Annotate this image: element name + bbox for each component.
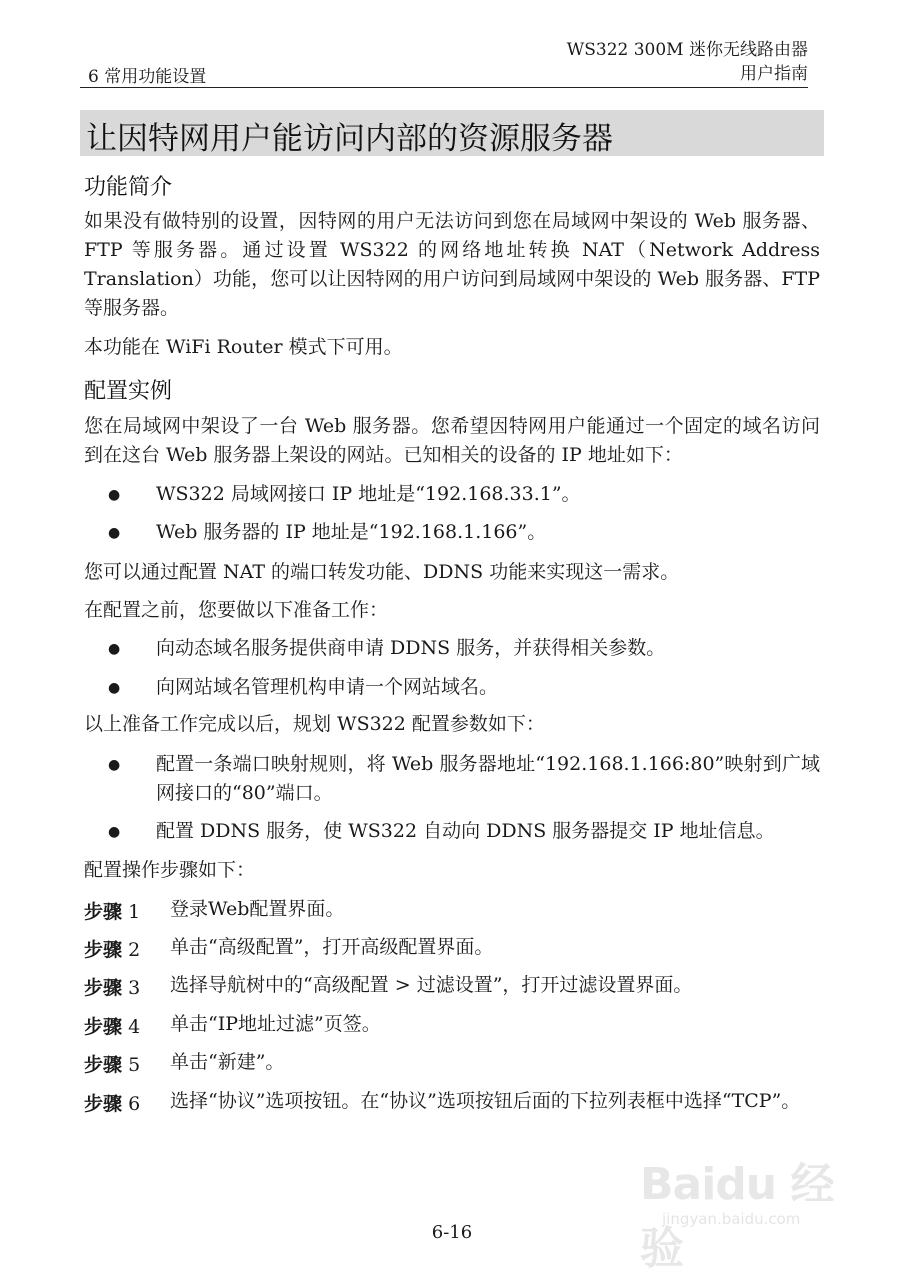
section-heading-overview: 功能简介	[84, 175, 173, 200]
step-label: 步骤 4	[84, 1016, 141, 1038]
bullet-ddns-config: 配置 DDNS 服务，使 WS322 自动向 DDNS 服务器提交 IP 地址信息。	[156, 820, 775, 842]
step-label: 步骤 3	[84, 977, 141, 999]
example-intro-paragraph: 您在局域网中架设了一台 Web 服务器。您希望因特网用户能通过一个固定的域名访问到在这台 Web 服务器上架设的网站。已知相关的设备的 IP 地址如下：	[84, 415, 820, 466]
bullet-lan-ip: WS322 局域网接口 IP 地址是“192.168.33.1”。	[156, 483, 581, 505]
step-5-text: 单击“新建”。	[170, 1051, 285, 1073]
section-heading-example: 配置实例	[84, 379, 173, 404]
step-6-text: 选择“协议”选项按钮。在“协议”选项按钮后面的下拉列表框中选择“TCP”。	[170, 1090, 801, 1112]
watermark-logo: Baidu 经验	[640, 1159, 834, 1274]
header-divider	[80, 87, 808, 88]
step-label: 步骤 2	[84, 939, 141, 961]
header-product: WS322 300M 迷你无线路由器	[566, 40, 808, 60]
step-3-text: 选择导航树中的“高级配置 > 过滤设置”，打开过滤设置界面。	[170, 974, 693, 996]
bullet-web-server-ip: Web 服务器的 IP 地址是“192.168.1.166”。	[156, 521, 547, 543]
page-title: 让因特网用户能访问内部的资源服务器	[86, 121, 613, 157]
step-1-text: 登录Web配置界面。	[170, 898, 345, 920]
header-chapter: 6 常用功能设置	[88, 67, 207, 87]
step-2-text: 单击“高级配置”，打开高级配置界面。	[170, 936, 494, 958]
step-label: 步骤 1	[84, 901, 141, 923]
bullet-marker: ●	[108, 680, 121, 696]
header-product-block	[567, 38, 808, 86]
watermark-url: jingyan.baidu.com	[662, 1210, 801, 1228]
plan-paragraph: 以上准备工作完成以后，规划 WS322 配置参数如下：	[84, 713, 545, 735]
step-4-text: 单击“IP地址过滤”页签。	[170, 1013, 381, 1035]
bullet-marker: ●	[108, 824, 121, 840]
bullet-marker: ●	[108, 525, 121, 541]
page-number: 6-16	[431, 1222, 473, 1243]
bullet-ddns-apply: 向动态域名服务提供商申请 DDNS 服务，并获得相关参数。	[156, 637, 666, 659]
preparation-paragraph: 在配置之前，您要做以下准备工作：	[84, 599, 389, 621]
bullet-marker: ●	[108, 757, 121, 773]
bullet-marker: ●	[108, 641, 121, 657]
steps-intro-paragraph: 配置操作步骤如下：	[84, 859, 256, 881]
nat-paragraph: 您可以通过配置 NAT 的端口转发功能、DDNS 功能来实现这一需求。	[84, 561, 680, 583]
availability-paragraph: 本功能在 WiFi Router 模式下可用。	[84, 336, 403, 358]
step-label: 步骤 5	[84, 1054, 141, 1076]
bullet-domain-apply: 向网站域名管理机构申请一个网站域名。	[156, 676, 499, 698]
bullet-port-mapping: 配置一条端口映射规则，将 Web 服务器地址“192.168.1.166:80”映射到广域网接口的“80”端口。	[156, 753, 820, 804]
overview-paragraph: 如果没有做特别的设置，因特网的用户无法访问到您在局域网中架设的 Web 服务器、FTP 等服务器。通过设置 WS322 的网络地址转换 NAT（Network Address Translation）功能，您可以让因特网的用户访问到局域网中架设的 Web 服务器、FTP 等服务器。	[84, 210, 820, 319]
step-label: 步骤 6	[84, 1093, 141, 1115]
header-doc-type: 用户指南	[740, 64, 808, 84]
bullet-marker: ●	[108, 487, 121, 503]
